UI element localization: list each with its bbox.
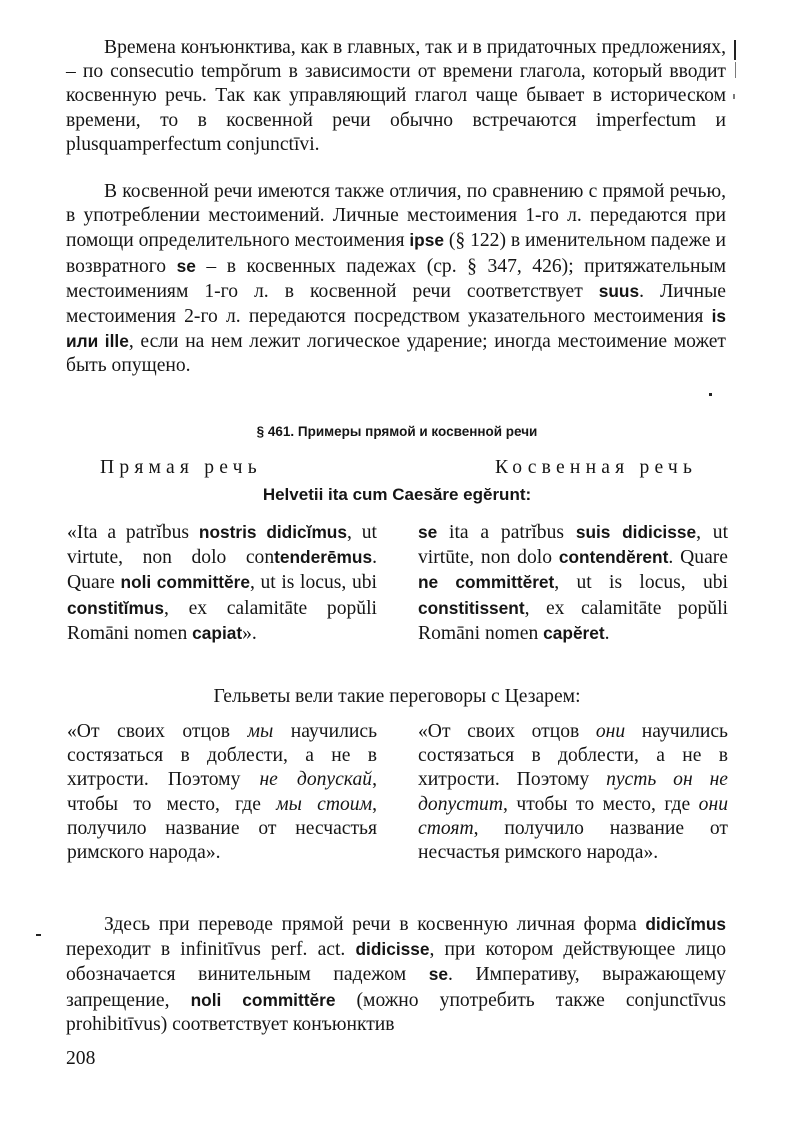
paragraph-3-run: se	[428, 964, 449, 985]
paragraph-2-run: (§ 122) в именительном падеже и возвратного	[66, 230, 726, 277]
russian-direct-run: , получило название от несчастья римского народа».	[67, 793, 377, 864]
paragraph-2-run: В косвенной речи имеются также отличия, по сравнению с прямой речью, в употреблении местоимений. Личные местоимения 1-го л. передаются при помощи определительного местоимения	[66, 181, 726, 252]
paragraph-pronouns	[66, 180, 726, 379]
paragraph-explanation	[66, 912, 726, 1037]
latin-direct-run: «Ita a patrĭbus	[67, 522, 199, 543]
latin-direct-run: ».	[242, 622, 257, 644]
latin-indirect-run: suis didicisse	[575, 522, 697, 542]
latin-indirect-run: se	[418, 522, 438, 542]
margin-mark	[709, 393, 712, 396]
margin-mark	[36, 934, 41, 936]
section-heading: § 461. Примеры прямой и косвенной речи	[256, 424, 538, 439]
russian-direct-run: , чтобы то место, где	[67, 769, 377, 815]
russian-direct-run: научились состязаться в доблести, а не в хитрости. Поэтому	[67, 721, 378, 791]
russian-indirect-speech	[418, 720, 728, 865]
paragraph-3-run: (можно употребить также conjunctīvus prohibitīvus) соответствует конъюнктив	[66, 989, 726, 1035]
russian-indirect-run: , получило название от несчастья римского народа».	[418, 817, 728, 864]
latin-indirect-run: contendĕrent	[558, 547, 669, 568]
paragraph-3-run: Здесь при переводе прямой речи в косвенную личная форма	[104, 914, 646, 935]
latin-caption: Helvetii ita cum Caesăre egĕrunt:	[262, 485, 532, 504]
paragraph-2-run: se	[176, 255, 196, 276]
russian-direct-run: не допускай	[259, 769, 373, 791]
latin-indirect-run: , ex calamitāte popŭli Romāni nomen	[418, 597, 728, 644]
latin-indirect-run: .	[604, 622, 610, 644]
latin-indirect-run: constitissent	[418, 597, 525, 618]
paragraph-3-run: noli committĕre	[190, 989, 336, 1010]
latin-direct-run: , ut is locus, ubi	[249, 572, 377, 594]
paragraph-3-run: . Императиву, выражающему запрещение,	[66, 964, 726, 1011]
russian-indirect-run: они	[595, 721, 626, 742]
paragraph-2-run: , если на нем лежит логическое ударение; иногда местоимение может быть опущено.	[66, 331, 726, 377]
russian-direct-run: «От своих отцов	[67, 721, 248, 742]
russian-direct-run: мы	[247, 721, 274, 742]
latin-indirect-speech	[418, 520, 728, 646]
paragraph-3-run: переходит в infinitīvus perf. act.	[66, 939, 356, 961]
latin-indirect-run: , ut virtūte, non dolo	[418, 522, 729, 569]
paragraph-3-run: , при котором действующее лицо обозначается винительным падежом	[66, 939, 727, 986]
paragraph-1-run: Времена конъюнктива, как в главных, так и в придаточных предложениях, – по consecutio tempŏrum в зависимости от времени глагола, который вводит косвенную речь. Так как управляющий глагол чаще бывает в историческом времени, то в косвенной речи обычно встречаются imperfectum и plusquamperfectum conjunctīvi.	[66, 37, 726, 155]
margin-mark	[735, 62, 736, 78]
latin-indirect-run: capĕret	[543, 622, 605, 643]
russian-caption: Гельветы вели такие переговоры с Цезарем:	[213, 686, 581, 707]
margin-mark	[733, 94, 735, 99]
paragraph-2-run: suus	[598, 280, 640, 301]
latin-direct-run: tenderēmus	[274, 547, 373, 568]
column-heading-direct: Прямая речь	[100, 457, 262, 478]
latin-indirect-run: . Quare	[668, 547, 728, 569]
latin-direct-speech	[67, 520, 377, 646]
latin-direct-run: , ex calamitāte popŭli Romāni nomen	[67, 597, 377, 644]
latin-direct-run: . Quare	[67, 547, 377, 594]
russian-indirect-run: , чтобы то место, где	[503, 793, 699, 815]
russian-indirect-run: они стоят	[418, 793, 728, 839]
latin-direct-run: , ut virtute, non dolo con	[67, 522, 378, 569]
russian-indirect-run: пусть он не допустит	[418, 769, 728, 815]
latin-indirect-run: ita a patrĭbus	[437, 522, 576, 543]
paragraph-2-run: is или ille	[66, 306, 726, 352]
column-heading-indirect: Косвенная речь	[495, 457, 698, 478]
paragraph-2-run: – в косвенных падежах (ср. § 347, 426); притяжательным местоимениям 1-го л. в косвенной речи соответствует	[66, 255, 727, 302]
latin-indirect-run: , ut is locus, ubi	[554, 572, 728, 594]
russian-indirect-run: научились состязаться в доблести, а не в хитрости. Поэтому	[418, 721, 728, 791]
russian-direct-speech	[67, 720, 377, 865]
latin-indirect-run: ne committĕret	[418, 572, 555, 593]
margin-mark	[734, 40, 736, 60]
latin-direct-run: capiat	[192, 622, 243, 643]
latin-direct-run: noli committĕre	[120, 572, 250, 593]
russian-indirect-run: «От своих отцов	[418, 721, 596, 742]
latin-direct-run: nostris didicĭmus	[198, 522, 347, 542]
paragraph-conjunctive-tenses	[66, 36, 726, 157]
paragraph-3-run: didicĭmus	[645, 914, 726, 934]
paragraph-2-run: ipse	[409, 230, 444, 251]
latin-direct-run: constitĭmus	[67, 597, 164, 618]
paragraph-3-run: didicisse	[355, 939, 430, 960]
page-number: 208	[66, 1048, 96, 1069]
russian-direct-run: мы стоим	[276, 793, 373, 815]
paragraph-2-run: . Личные местоимения 2-го л. передаются посредством указательного местоимения	[66, 280, 726, 328]
